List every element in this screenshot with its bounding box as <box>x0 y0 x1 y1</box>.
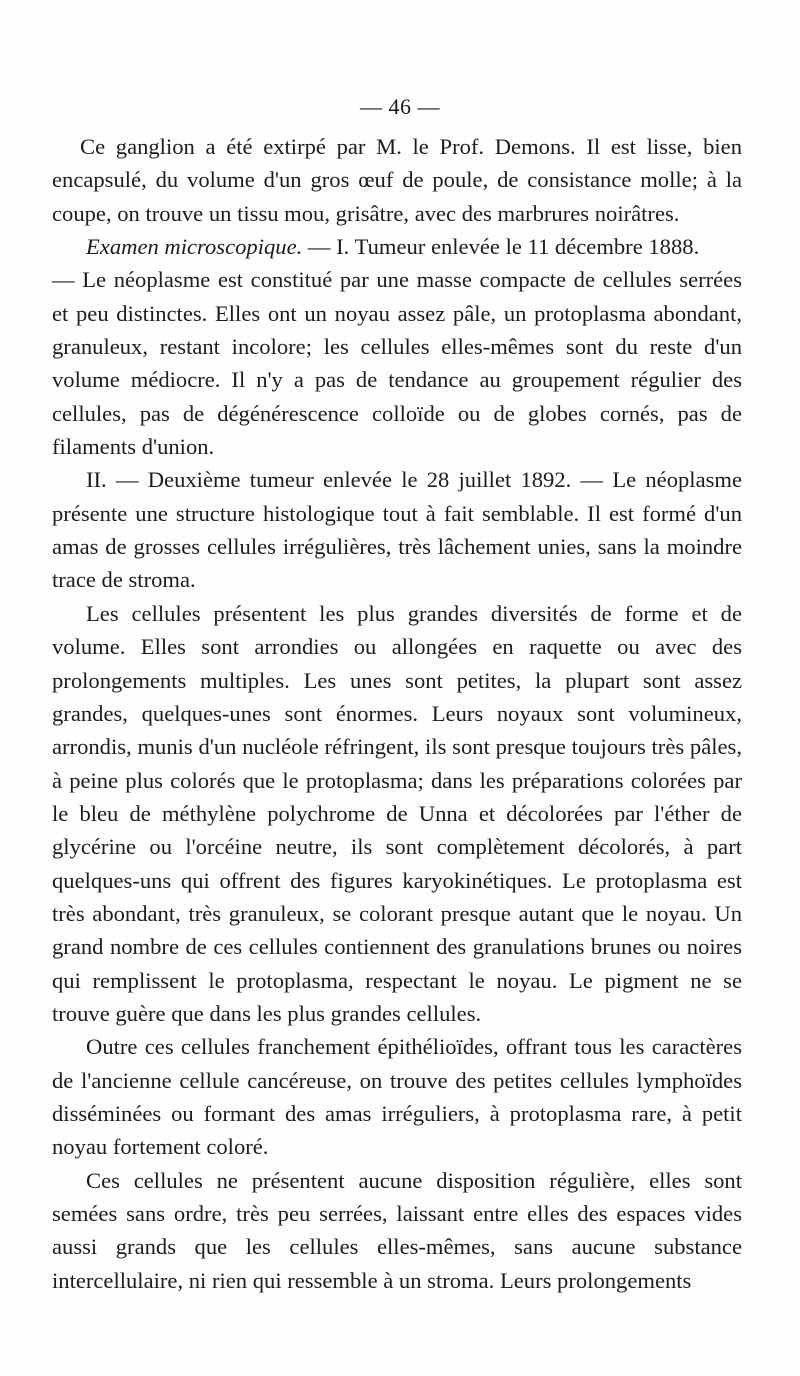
body-text <box>52 130 742 1297</box>
paragraph-outre: Outre ces cellules franchement épithélioïdes, offrant tous les caractères de l'ancienne cellule cancéreuse, on trouve des petites cellules lymphoïdes disséminées ou formant des amas irréguliers, à protoplasma rare, à petit noyau fortement coloré. <box>52 1034 742 1160</box>
page-number: — 46 — <box>360 94 440 119</box>
paragraph-ganglion: Ce ganglion a été extirpé par M. le Prof. Demons. Il est lisse, bien encapsulé, du volume d'un gros œuf de poule, de consistance molle; à la coupe, on trouve un tissu mou, grisâtre, avec des marbrures noirâtres. <box>52 134 742 226</box>
paragraph-examen <box>52 230 742 263</box>
paragraph-tumeur-1: — Le néoplasme est constitué par une masse compacte de cellules serrées et peu distinctes. Elles ont un noyau assez pâle, un protoplasma abondant, granuleux, restant incolore; les cellules elles-mêmes sont du reste d'un volume médiocre. Il n'y a pas de tendance au groupement régulier des cellules, pas de dégénérescence colloïde ou de globes cornés, pas de filaments d'union. <box>52 267 742 460</box>
section-heading-examen: Examen microscopique. <box>86 234 303 260</box>
paragraph-tumeur-2: II. — Deuxième tumeur enlevée le 28 juillet 1892. — Le néoplasme présente une structure histologique tout à fait semblable. Il est formé d'un amas de grosses cellules irrégulières, très lâchement unies, sans la moindre trace de stroma. <box>52 467 742 593</box>
paragraph-cellules: Les cellules présentent les plus grandes diversités de forme et de volume. Elles sont arrondies ou allongées en raquette ou avec des prolongements multiples. Les unes sont petites, la plupart sont assez grandes, quelques-unes sont énormes. Leurs noyaux sont volumineux, arrondis, munis d'un nucléole réfringent, ils sont presque toujours très pâles, à peine plus colorés que le protoplasma; dans les préparations colorées par le bleu de méthylène polychrome de Unna et décolorées par l'éther de glycérine ou l'orcéine neutre, ils sont complètement décolorés, à part quelques-uns qui offrent des figures karyokinétiques. Le protoplasma est très abondant, très granuleux, se colorant presque autant que le noyau. Un grand nombre de ces cellules contiennent des granulations brunes ou noires qui remplissent le protoplasma, respectant le noyau. Le pigment ne se trouve guère que dans les plus grandes cellules. <box>52 600 742 1026</box>
paragraph-disposition: Ces cellules ne présentent aucune disposition régulière, elles sont semées sans ordre, très peu serrées, laissant entre elles des espaces vides aussi grands que les cellules elles-mêmes, sans aucune substance intercellulaire, ni rien qui ressemble à un stroma. Leurs prolongements <box>52 1167 742 1293</box>
paragraph-examen-text: — I. Tumeur enlevée le 11 décembre 1888. <box>302 234 700 260</box>
